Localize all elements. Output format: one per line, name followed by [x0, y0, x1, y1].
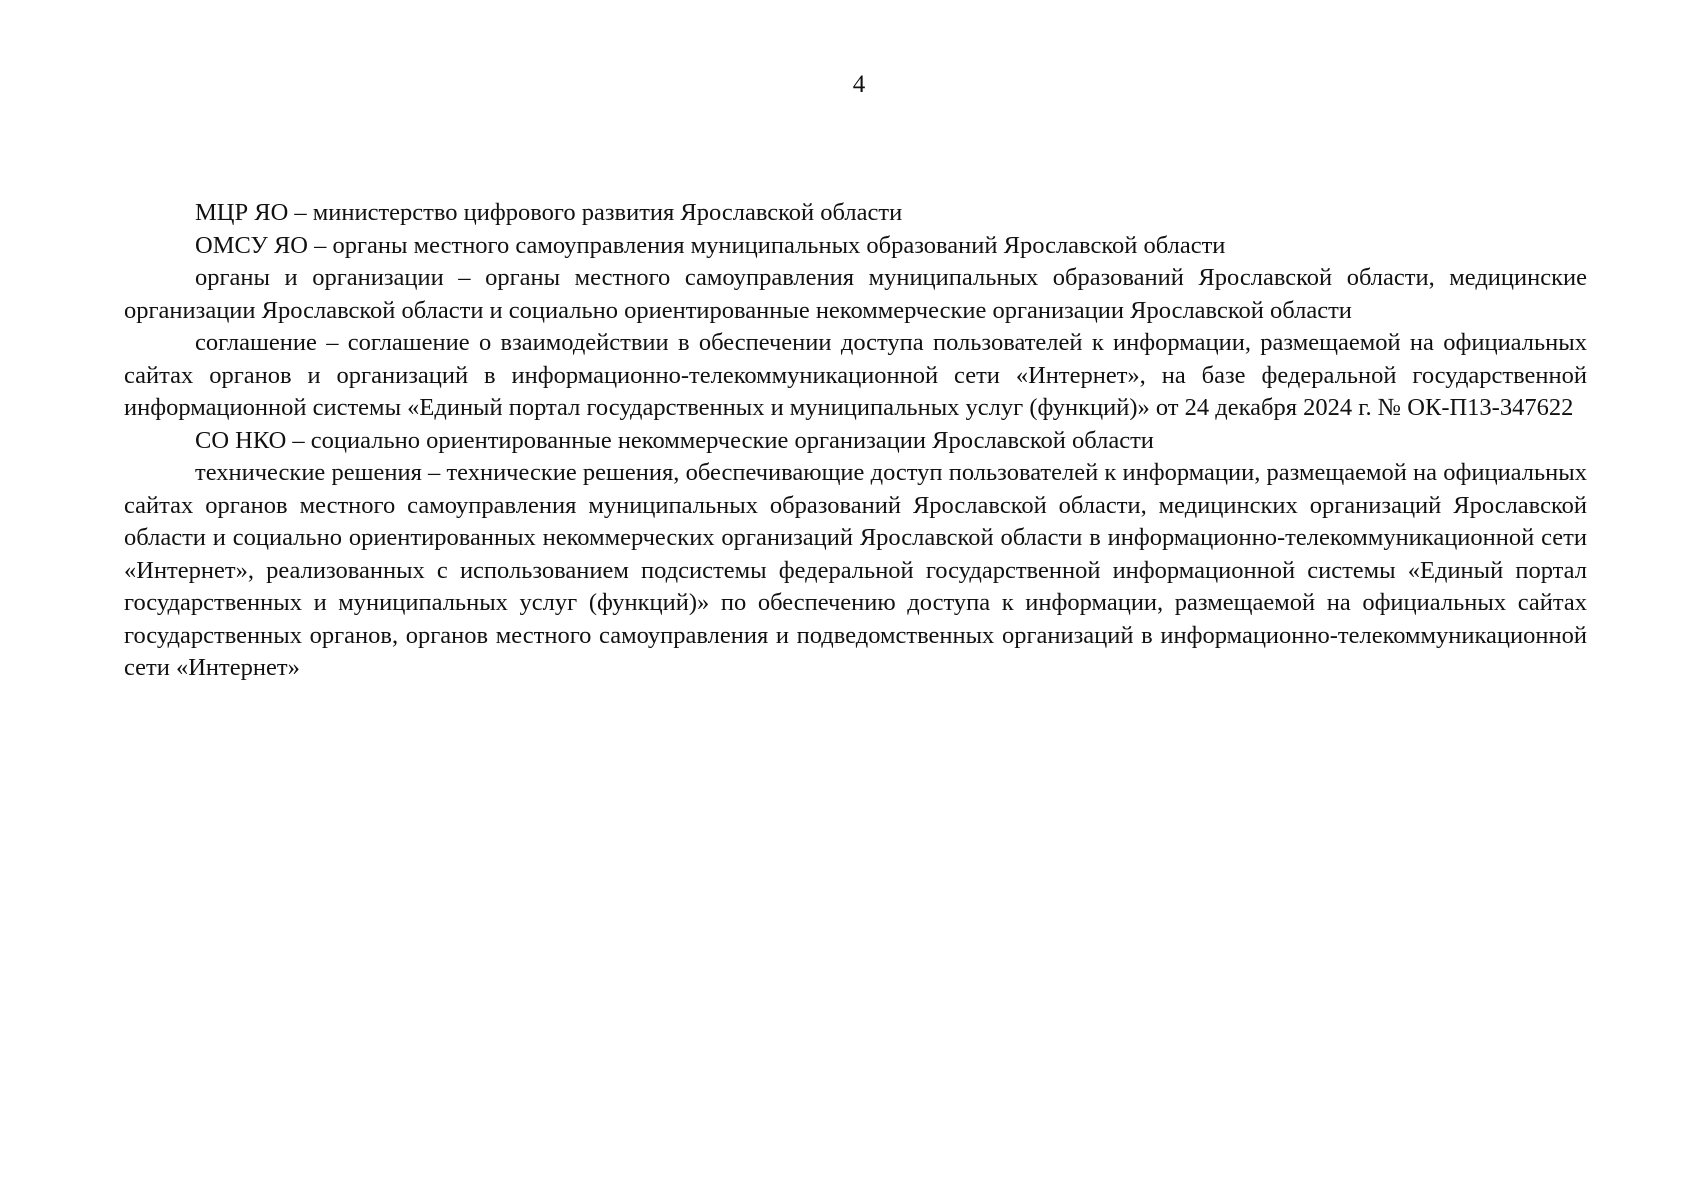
- definition-organy-i-organizacii: органы и организации – органы местного самоуправления муниципальных образований Ярославской области, медицинские организации Ярославской области и социально ориентированные некоммерческие организации Ярославской области: [124, 264, 1587, 324]
- definitions-list: [124, 197, 1587, 685]
- definition-soglashenie: соглашение – соглашение о взаимодействии в обеспечении доступа пользователей к информации, размещаемой на официальных сайтах органов и организаций в информационно-телекоммуникационной сети «Интернет», на базе федеральной государственной информационной системы «Единый портал государственных и муниципальных услуг (функций)» от 24 декабря 2024 г. № ОК-П13-347622: [124, 329, 1587, 421]
- definition-so-nko: СО НКО – социально ориентированные некоммерческие организации Ярославской области: [195, 426, 1154, 454]
- definition-mcr-yao: МЦР ЯО – министерство цифрового развития Ярославской области: [195, 199, 903, 226]
- page-number: 4: [852, 71, 866, 98]
- definition-omsu-yao: ОМСУ ЯО – органы местного самоуправления муниципальных образований Ярославской области: [195, 231, 1226, 259]
- definition-tekhnicheskie-resheniya: технические решения – технические решения, обеспечивающие доступ пользователей к информации, размещаемой на официальных сайтах органов местного самоуправления муниципальных образований Ярославской области, медицинских организаций Ярославской области и социально ориентированных некоммерческих организаций Ярославской области в информационно-телекоммуникационной сети «Интернет», реализованных с использованием подсистемы федеральной государственной информационной системы «Единый портал государственных и муниципальных услуг (функций)» по обеспечению доступа к информации, размещаемой на официальных сайтах государственных органов, органов местного самоуправления и подведомственных организаций в информационно-телекоммуникационной сети «Интернет»: [124, 459, 1587, 681]
